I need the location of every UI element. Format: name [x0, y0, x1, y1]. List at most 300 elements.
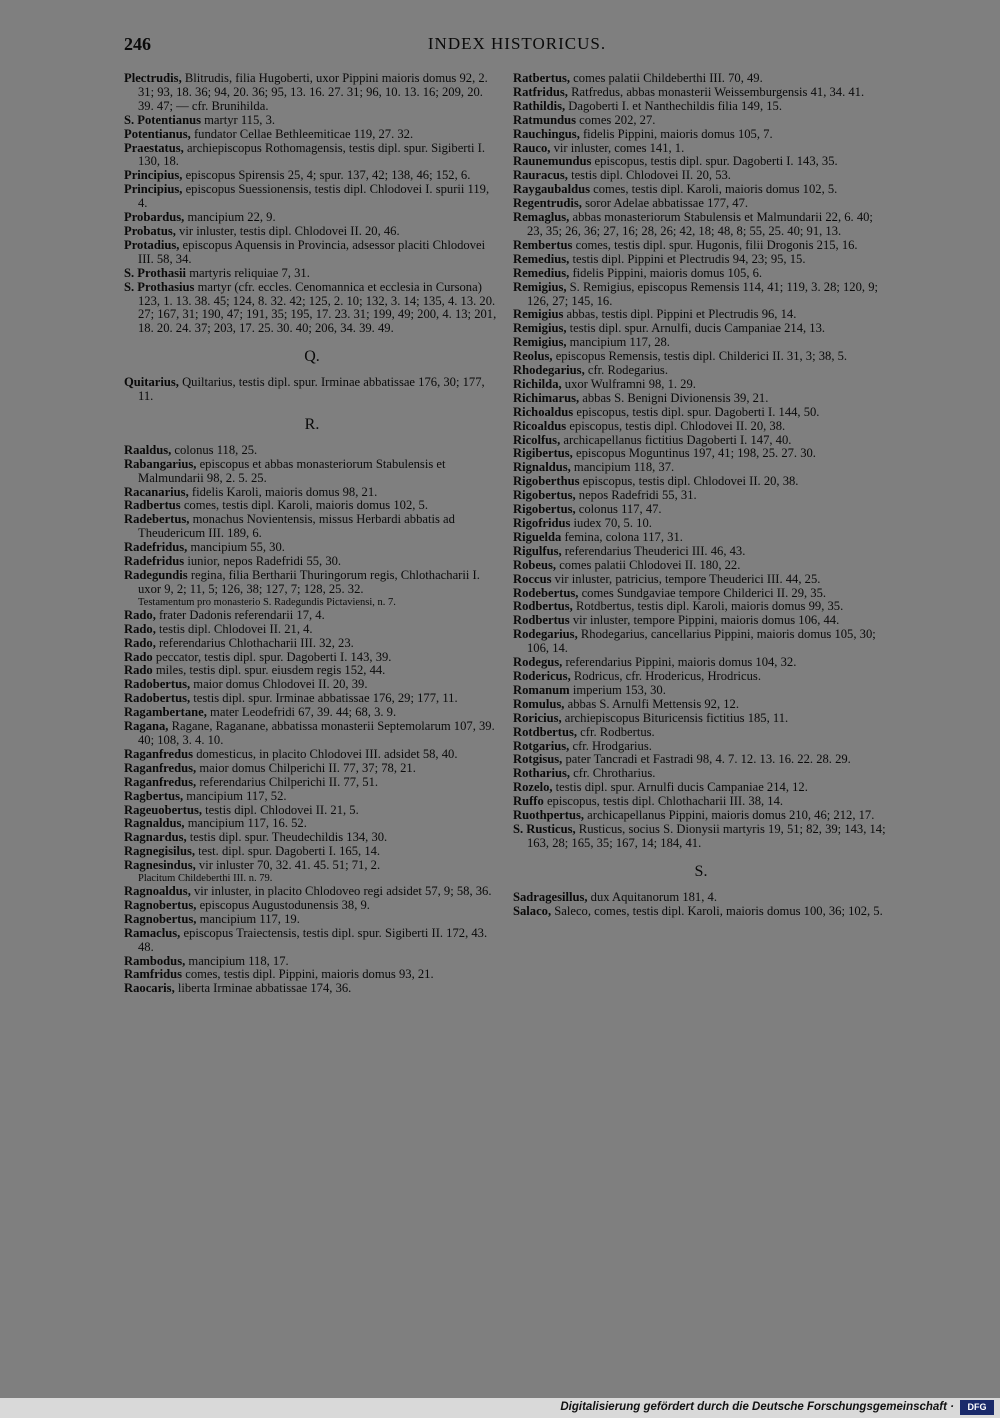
index-entry: [513, 670, 889, 684]
entry-text: cfr. Chrotharius.: [570, 766, 656, 781]
index-entry: [124, 720, 500, 748]
index-entry: [124, 555, 500, 569]
entry-text: abbas monasteriorum Stabulensis et Malmundarii 22, 6. 40; 23, 35; 26, 36; 27, 16; 28, 26; 42, 18; 48, 8; 55, 25. 40; 91, 13.: [527, 210, 873, 238]
entry-text: test. dipl. spur. Dagoberti I. 165, 14.: [195, 844, 381, 859]
entry-text: Ragane, Raganane, abbatissa monasterii Septemolarum 107, 39. 40; 108, 3. 4. 10.: [138, 719, 495, 747]
entry-text: episcopus Spirensis 25, 4; spur. 137, 42; 138, 46; 152, 6.: [182, 168, 471, 183]
entry-headword: Richimarus,: [513, 390, 580, 405]
index-entry: [513, 656, 889, 670]
entry-text: maior domus Chlodovei II. 20, 39.: [190, 677, 368, 692]
entry-text: liberta Irminae abbatissae 174, 36.: [174, 981, 352, 996]
entry-text: martyr 115, 3.: [200, 112, 276, 127]
entry-text: mancipium 55, 30.: [187, 540, 285, 555]
entry-text: mancipium 117, 19.: [196, 911, 300, 926]
index-entry: [513, 211, 889, 239]
entry-headword: Remedius,: [513, 251, 570, 266]
index-entry: [513, 86, 889, 100]
entry-headword: Rodbertus,: [513, 599, 573, 614]
entry-text: episcopus, testis dipl. Chlodovei II. 20, 38.: [579, 474, 799, 489]
entry-headword: Rhodegarius,: [513, 363, 585, 378]
entry-headword: Ruffo: [513, 794, 544, 809]
index-entry: [513, 350, 889, 364]
entry-headword: Rotharius,: [513, 766, 571, 781]
entry-text: Blitrudis, filia Hugoberti, uxor Pippini maioris domus 92, 2. 31; 93, 18. 36; 94, 20. 36; 95, 13. 16. 27. 31; 96, 10. 13. 16; 209, 20. 39. 47; — cfr. Brunihilda.: [138, 71, 488, 113]
entry-headword: Sadragesillus,: [513, 889, 588, 904]
entry-headword: Ratfridus,: [513, 84, 568, 99]
entry-text: referendarius Theuderici III. 46, 43.: [561, 543, 746, 558]
entry-headword: Ragana,: [124, 719, 169, 734]
entry-headword: Remigius,: [513, 279, 567, 294]
entry-text: peccator, testis dipl. spur. Dagoberti I. 143, 39.: [152, 649, 392, 664]
entry-headword: Rambodus,: [124, 953, 186, 968]
index-entry: [124, 762, 500, 776]
index-entry: [513, 712, 889, 726]
entry-headword: Ragnardus,: [124, 830, 187, 845]
section-letter: Q.: [304, 348, 320, 366]
index-entry: [513, 420, 889, 434]
entry-headword: Rodbertus: [513, 613, 570, 628]
entry-headword: Ramfridus: [124, 967, 183, 982]
entry-headword: Rado: [124, 663, 153, 678]
entry-text: episcopus Remensis, testis dipl. Childerici II. 31, 3; 38, 5.: [552, 349, 848, 364]
index-entry: [513, 809, 889, 823]
entry-headword: Remaglus,: [513, 210, 570, 225]
index-entry: [513, 823, 889, 851]
entry-text: Saleco, comes, testis dipl. Karoli, maioris domus 100, 36; 102, 5.: [551, 903, 883, 918]
index-entry: [513, 142, 889, 156]
entry-headword: Rado,: [124, 607, 156, 622]
index-entry: [513, 628, 889, 656]
entry-text: mancipium 22, 9.: [184, 210, 276, 225]
index-entry: [124, 444, 500, 458]
entry-text: abbas S. Benigni Divionensis 39, 21.: [579, 390, 769, 405]
entry-headword: Praestatus,: [124, 140, 184, 155]
entry-headword: Radegundis: [124, 568, 188, 582]
entry-headword: Rigofridus: [513, 516, 571, 530]
entry-text: testis dipl. Chlodovei II. 21, 5.: [202, 802, 359, 817]
index-entry: [124, 692, 500, 706]
entry-text: mancipium 118, 37.: [570, 460, 675, 475]
index-entry: [124, 706, 500, 720]
index-column-right: [513, 72, 889, 918]
index-entry: [124, 817, 500, 831]
index-entry: [513, 239, 889, 253]
index-entry: [513, 155, 889, 169]
index-entry: [124, 513, 500, 541]
index-entry: [124, 376, 500, 404]
index-entry: [124, 885, 500, 899]
index-entry: [513, 169, 889, 183]
entry-headword: Rignaldus,: [513, 460, 571, 475]
entry-headword: Ratmundus: [513, 112, 576, 127]
index-entry: [513, 100, 889, 114]
entry-text: Rotdbertus, testis dipl. Karoli, maioris domus 99, 35.: [572, 599, 844, 614]
index-entry: [513, 573, 889, 587]
entry-headword: Remigius,: [513, 335, 567, 350]
entry-headword: Ragnesindus,: [124, 858, 196, 873]
entry-headword: Rauracus,: [513, 168, 568, 183]
entry-headword: Rageuobertus,: [124, 802, 203, 817]
entry-headword: S. Prothasius: [124, 279, 195, 294]
index-entry: [513, 128, 889, 142]
entry-text: fundator Cellae Bethleemiticae 119, 27. 32.: [190, 126, 414, 141]
running-title: INDEX HISTORICUS.: [427, 34, 607, 53]
entry-text: martyr (cfr. eccles. Cenomannica et ecclesia in Cursona) 123, 1. 13. 38. 45; 124, 8. 32. 42; 125, 2. 10; 132, 3. 14; 135, 4. 13. 20. 27; 167, 31; 190, 47; 191, 35; 195, 17. 23. 31; 199, 49; 200, 4. 13; 201, 18. 20. 24. 37; 203, 17. 25. 30. 40; 206, 34. 39. 49.: [138, 279, 497, 336]
index-entry: [124, 169, 500, 183]
index-entry: [124, 968, 500, 982]
entry-text: archiepiscopus Bituricensis fictitius 185, 11.: [561, 710, 789, 725]
entry-headword: Ragambertane,: [124, 705, 207, 720]
index-entry: [513, 781, 889, 795]
entry-headword: Rotgisus,: [513, 752, 563, 767]
entry-headword: Ratbertus,: [513, 71, 571, 85]
index-entry: [124, 609, 500, 623]
index-entry: [124, 637, 500, 651]
entry-text: testis dipl. Pippini et Plectrudis 94, 23; 95, 15.: [569, 251, 806, 266]
entry-headword: Ricolfus,: [513, 432, 561, 447]
index-entry: [513, 726, 889, 740]
page-header: [124, 34, 910, 60]
entry-headword: Ragnegisilus,: [124, 844, 196, 859]
entry-text: referendarius Pippini, maioris domus 104, 32.: [562, 655, 797, 670]
entry-text: nepos Radefridi 55, 31.: [575, 488, 697, 503]
index-entry: [124, 982, 500, 996]
index-entry: [513, 905, 889, 919]
entry-text: colonus 117, 47.: [575, 502, 662, 517]
entry-text: comes, testis dipl. Karoli, maioris domus 102, 5.: [590, 182, 838, 197]
entry-text: episcopus Traiectensis, testis dipl. spur. Sigiberti II. 172, 43. 48.: [138, 925, 488, 954]
entry-text: cfr. Rodegarius.: [584, 363, 668, 378]
index-subentry: Placitum Childeberthi III. n. 79.: [138, 873, 273, 885]
entry-headword: Ragbertus,: [124, 788, 184, 803]
entry-headword: Ragnobertus,: [124, 911, 197, 926]
entry-text: Rodricus, cfr. Hrodericus, Hrodricus.: [570, 668, 761, 683]
entry-text: monachus Novientensis, missus Herbardi abbatis ad Theudericum III. 189, 6.: [138, 512, 455, 541]
entry-headword: Rotgarius,: [513, 738, 570, 753]
index-entry: [513, 517, 889, 531]
entry-text: referendarius Chlothacharii III. 32, 23.: [155, 635, 354, 650]
index-entry: [513, 364, 889, 378]
entry-text: frater Dadonis referendarii 17, 4.: [155, 607, 325, 622]
entry-text: testis dipl. spur. Arnulfi ducis Campaniae 214, 12.: [552, 780, 808, 795]
index-entry: [124, 913, 500, 927]
entry-headword: Rozelo,: [513, 780, 553, 795]
entry-headword: Radefridus: [124, 554, 185, 569]
index-entry: [124, 225, 500, 239]
entry-text: vir inluster 70, 32. 41. 45. 51; 71, 2.: [195, 858, 381, 873]
entry-text: episcopus Suessionensis, testis dipl. Chlodovei I. spurii 119, 4.: [138, 182, 490, 211]
entry-text: testis dipl. spur. Theudechildis 134, 30.: [186, 830, 388, 845]
index-entry: [124, 790, 500, 804]
index-subentry: Testamentum pro monasterio S. Radegundis Pictaviensi, n. 7.: [138, 596, 396, 608]
entry-headword: S. Prothasii: [124, 265, 187, 280]
index-entry: [124, 927, 500, 955]
index-entry: [124, 142, 500, 170]
entry-text: mancipium 117, 16. 52.: [184, 816, 307, 831]
index-entry: [513, 378, 889, 392]
index-entry: [513, 434, 889, 448]
entry-headword: Rauco,: [513, 140, 551, 155]
index-entry: [513, 545, 889, 559]
entry-text: Rhodegarius, cancellarius Pippini, maioris domus 105, 30; 106, 14.: [527, 627, 876, 656]
index-entry: [513, 253, 889, 267]
entry-headword: Raganfredus: [124, 746, 194, 761]
entry-headword: Raocaris,: [124, 981, 175, 996]
entry-headword: Protadius,: [124, 237, 180, 252]
index-entry: [124, 899, 500, 913]
index-entry: [513, 267, 889, 281]
index-entry: [513, 891, 889, 905]
index-entry: [513, 587, 889, 601]
entry-headword: Rathildis,: [513, 98, 566, 113]
entry-text: episcopus, testis dipl. spur. Dagoberti I. 143, 35.: [591, 154, 838, 169]
entry-text: testis dipl. spur. Arnulfi, ducis Campaniae 214, 13.: [566, 321, 826, 336]
dfg-logo[interactable]: DFG: [960, 1400, 994, 1415]
entry-text: testis dipl. Chlodovei II. 21, 4.: [155, 621, 313, 636]
entry-headword: Raunemundus: [513, 154, 592, 169]
index-entry: [513, 559, 889, 573]
entry-text: vir inluster, in placito Chlodoveo regi adsidet 57, 9; 58, 36.: [190, 884, 492, 899]
index-entry: [124, 678, 500, 692]
index-entry: [124, 281, 500, 337]
entry-text: miles, testis dipl. spur. eiusdem regis 152, 44.: [152, 663, 386, 678]
entry-text: vir inluster, tempore Pippini, maioris domus 106, 44.: [569, 613, 840, 628]
index-entry: [513, 183, 889, 197]
entry-headword: Racanarius,: [124, 484, 189, 499]
entry-text: episcopus Aquensis in Provincia, adsessor placiti Chlodovei III. 58, 34.: [138, 237, 486, 266]
index-entry: [513, 322, 889, 336]
entry-text: comes, testis dipl. Pippini, maioris domus 93, 21.: [182, 967, 434, 982]
entry-headword: Radbertus: [124, 498, 181, 513]
section-letter: S.: [694, 862, 708, 880]
entry-headword: Robeus,: [513, 557, 557, 572]
entry-headword: Rembertus: [513, 237, 573, 252]
entry-headword: Probatus,: [124, 223, 176, 238]
entry-headword: Rigobertus,: [513, 502, 576, 517]
page-number: 246: [124, 34, 151, 54]
index-entry: [124, 114, 500, 128]
index-entry: [124, 499, 500, 513]
entry-headword: Ricoaldus: [513, 418, 567, 433]
index-entry: [513, 197, 889, 211]
entry-headword: Rigoberthus: [513, 474, 580, 489]
index-entry: [513, 600, 889, 614]
entry-text: soror Adelae abbatissae 177, 47.: [581, 196, 749, 211]
entry-headword: Ragnaldus,: [124, 816, 185, 831]
entry-headword: Regentrudis,: [513, 196, 582, 211]
entry-text: Quiltarius, testis dipl. spur. Irminae abbatissae 176, 30; 177, 11.: [138, 375, 485, 404]
index-entry: [513, 503, 889, 517]
entry-text: mater Leodefridi 67, 39. 44; 68, 3. 9.: [206, 705, 397, 720]
entry-text: comes, testis dipl. spur. Hugonis, filii Drogonis 215, 16.: [572, 237, 858, 252]
entry-text: cfr. Rodbertus.: [577, 724, 655, 739]
entry-text: dux Aquitanorum 181, 4.: [587, 889, 717, 904]
entry-text: fidelis Pippini, maioris domus 105, 7.: [579, 126, 773, 141]
index-entry: [513, 740, 889, 754]
index-entry: [124, 486, 500, 500]
entry-headword: Roccus: [513, 571, 552, 586]
entry-headword: Rado,: [124, 621, 156, 636]
entry-headword: Riguelda: [513, 529, 562, 544]
entry-text: mancipium 117, 52.: [183, 788, 287, 803]
entry-text: maior domus Chilperichi II. 77, 37; 78, 21.: [196, 760, 416, 775]
entry-text: episcopus Moguntinus 197, 41; 198, 25. 27. 30.: [572, 446, 816, 461]
entry-text: colonus 118, 25.: [171, 442, 258, 457]
index-entry: [124, 239, 500, 267]
index-entry: [124, 267, 500, 281]
index-entry: [124, 859, 500, 873]
entry-text: archiepiscopus Rothomagensis, testis dipl. spur. Sigiberti I. 130, 18.: [138, 140, 485, 169]
entry-headword: Rabangarius,: [124, 456, 197, 471]
entry-headword: Quitarius,: [124, 375, 179, 390]
entry-headword: Rodebertus,: [513, 585, 579, 600]
entry-headword: S. Rusticus,: [513, 821, 576, 836]
entry-headword: Remedius,: [513, 265, 570, 280]
index-entry: [513, 614, 889, 628]
entry-headword: Richilda,: [513, 376, 562, 391]
entry-text: iunior, nepos Radefridi 55, 30.: [184, 554, 342, 569]
entry-text: testis dipl. Chlodovei II. 20, 53.: [567, 168, 731, 183]
entry-text: imperium 153, 30.: [569, 682, 666, 697]
entry-headword: Salaco,: [513, 903, 552, 918]
index-entry: [513, 447, 889, 461]
entry-headword: Radefridus,: [124, 540, 188, 555]
entry-text: iudex 70, 5. 10.: [570, 516, 652, 530]
entry-headword: Raygaubaldus: [513, 182, 590, 197]
index-entry: [124, 664, 500, 678]
entry-headword: Remigius: [513, 307, 564, 322]
index-entry: [124, 541, 500, 555]
entry-headword: Ruothpertus,: [513, 808, 585, 823]
entry-headword: Rodericus,: [513, 668, 571, 683]
section-letter: R.: [304, 415, 320, 433]
index-entry: [124, 128, 500, 142]
entry-text: abbas, testis dipl. Pippini et Plectrudis 96, 14.: [563, 307, 797, 322]
entry-text: vir inluster, testis dipl. Chlodovei II. 20, 46.: [175, 223, 400, 238]
entry-headword: Probardus,: [124, 210, 185, 225]
entry-text: fidelis Karoli, maioris domus 98, 21.: [188, 484, 378, 499]
index-entry: [513, 698, 889, 712]
entry-headword: Remigius,: [513, 321, 567, 336]
entry-headword: Rigulfus,: [513, 543, 562, 558]
entry-headword: Roricius,: [513, 710, 562, 725]
entry-headword: Romulus,: [513, 696, 565, 711]
index-entry: [513, 308, 889, 322]
entry-text: episcopus, testis dipl. Chlodovei II. 20, 38.: [566, 418, 786, 433]
entry-text: regina, filia Bertharii Thuringorum regis, Chlothacharii I. uxor 9, 2; 11, 5; 126, 38; 127, 7; 128, 25. 32.: [138, 568, 480, 596]
index-entry: [513, 114, 889, 128]
index-entry: [124, 72, 500, 114]
index-entry: [513, 461, 889, 475]
entry-text: comes 202, 27.: [576, 112, 656, 127]
entry-headword: Romanum: [513, 682, 570, 697]
entry-text: comes Sundgaviae tempore Childerici II. 29, 35.: [578, 585, 827, 600]
entry-text: referendarius Chilperichi II. 77, 51.: [196, 774, 379, 789]
index-entry: [124, 458, 500, 486]
index-entry: [513, 336, 889, 350]
entry-text: comes palatii Childeberthi III. 70, 49.: [570, 71, 763, 85]
entry-headword: Ragnobertus,: [124, 897, 197, 912]
entry-text: comes palatii Chlodovei II. 180, 22.: [556, 557, 741, 572]
index-entry: [513, 753, 889, 767]
index-entry: [513, 531, 889, 545]
index-entry: [124, 831, 500, 845]
index-entry: [124, 776, 500, 790]
index-entry: [124, 211, 500, 225]
entry-headword: Ragnoaldus,: [124, 884, 191, 899]
entry-text: comes, testis dipl. Karoli, maioris domus 102, 5.: [180, 498, 428, 513]
entry-headword: Rodegus,: [513, 655, 563, 670]
entry-text: testis dipl. spur. Irminae abbatissae 176, 29; 177, 11.: [190, 691, 458, 706]
entry-headword: Principius,: [124, 168, 183, 183]
entry-text: episcopus et abbas monasteriorum Stabulensis et Malmundarii 98, 2. 5. 25.: [138, 456, 446, 485]
entry-text: archicapellanus fictitius Dagoberti I. 147, 40.: [560, 432, 792, 447]
entry-text: fidelis Pippini, maioris domus 105, 6.: [569, 265, 763, 280]
entry-headword: Radobertus,: [124, 691, 191, 706]
entry-text: cfr. Hrodgarius.: [569, 738, 652, 753]
entry-headword: Radebertus,: [124, 512, 190, 527]
index-entry: [513, 392, 889, 406]
entry-text: Ratfredus, abbas monasterii Weissemburgensis 41, 34. 41.: [567, 84, 865, 99]
index-entry: [124, 183, 500, 211]
entry-text: vir inluster, comes 141, 1.: [550, 140, 685, 155]
entry-text: vir inluster, patricius, tempore Theuderici III. 44, 25.: [551, 571, 821, 586]
entry-headword: Plectrudis,: [124, 71, 182, 85]
entry-headword: Reolus,: [513, 349, 553, 364]
entry-headword: Rodegarius,: [513, 627, 578, 642]
entry-headword: Rigibertus,: [513, 446, 573, 461]
entry-headword: Raaldus,: [124, 442, 172, 457]
entry-text: archicapellanus Pippini, maioris domus 210, 46; 212, 17.: [584, 808, 875, 823]
footer-bar: [0, 1398, 1000, 1418]
entry-headword: Potentianus,: [124, 126, 191, 141]
index-column-left: [124, 72, 500, 996]
index-entry: [513, 72, 889, 86]
entry-text: Dagoberti I. et Nanthechildis filia 149, 15.: [565, 98, 782, 113]
entry-text: mancipium 117, 28.: [566, 335, 670, 350]
index-entry: [513, 475, 889, 489]
entry-headword: Raganfredus,: [124, 760, 197, 775]
index-entry: [124, 804, 500, 818]
entry-headword: Rado,: [124, 635, 156, 650]
entry-headword: Richoaldus: [513, 404, 574, 419]
index-entry: [513, 684, 889, 698]
entry-text: S. Remigius, episcopus Remensis 114, 41; 119, 3. 28; 120, 9; 126, 27; 145, 16.: [527, 279, 878, 308]
entry-text: femina, colona 117, 31.: [561, 529, 683, 544]
index-entry: [124, 955, 500, 969]
index-entry: [513, 489, 889, 503]
entry-headword: S. Potentianus: [124, 112, 201, 127]
entry-headword: Rigobertus,: [513, 488, 576, 503]
footer-credit: Digitalisierung gefördert durch die Deutsche Forschungsgemeinschaft ·: [560, 1401, 954, 1413]
entry-text: episcopus, testis dipl. spur. Dagoberti I. 144, 50.: [573, 404, 820, 419]
entry-headword: Rauchingus,: [513, 126, 580, 141]
entry-text: uxor Wulframni 98, 1. 29.: [561, 376, 696, 391]
entry-headword: Rado: [124, 649, 153, 664]
entry-text: pater Tancradi et Fastradi 98, 4. 7. 12. 13. 16. 22. 28. 29.: [562, 752, 851, 767]
entry-text: abbas S. Arnulfi Mettensis 92, 12.: [564, 696, 740, 711]
index-entry: [513, 406, 889, 420]
index-entry: [124, 748, 500, 762]
entry-headword: Principius,: [124, 182, 183, 197]
entry-headword: Radobertus,: [124, 677, 191, 692]
index-entry: [124, 623, 500, 637]
entry-text: Rusticus, socius S. Dionysii martyris 19, 51; 82, 39; 143, 14; 163, 28; 165, 35; 167, 14; 184, 41.: [527, 821, 886, 850]
index-entry: [124, 569, 500, 597]
index-entry: [513, 795, 889, 809]
entry-text: episcopus, testis dipl. Chlothacharii III. 38, 14.: [543, 794, 784, 809]
entry-text: mancipium 118, 17.: [185, 953, 289, 968]
